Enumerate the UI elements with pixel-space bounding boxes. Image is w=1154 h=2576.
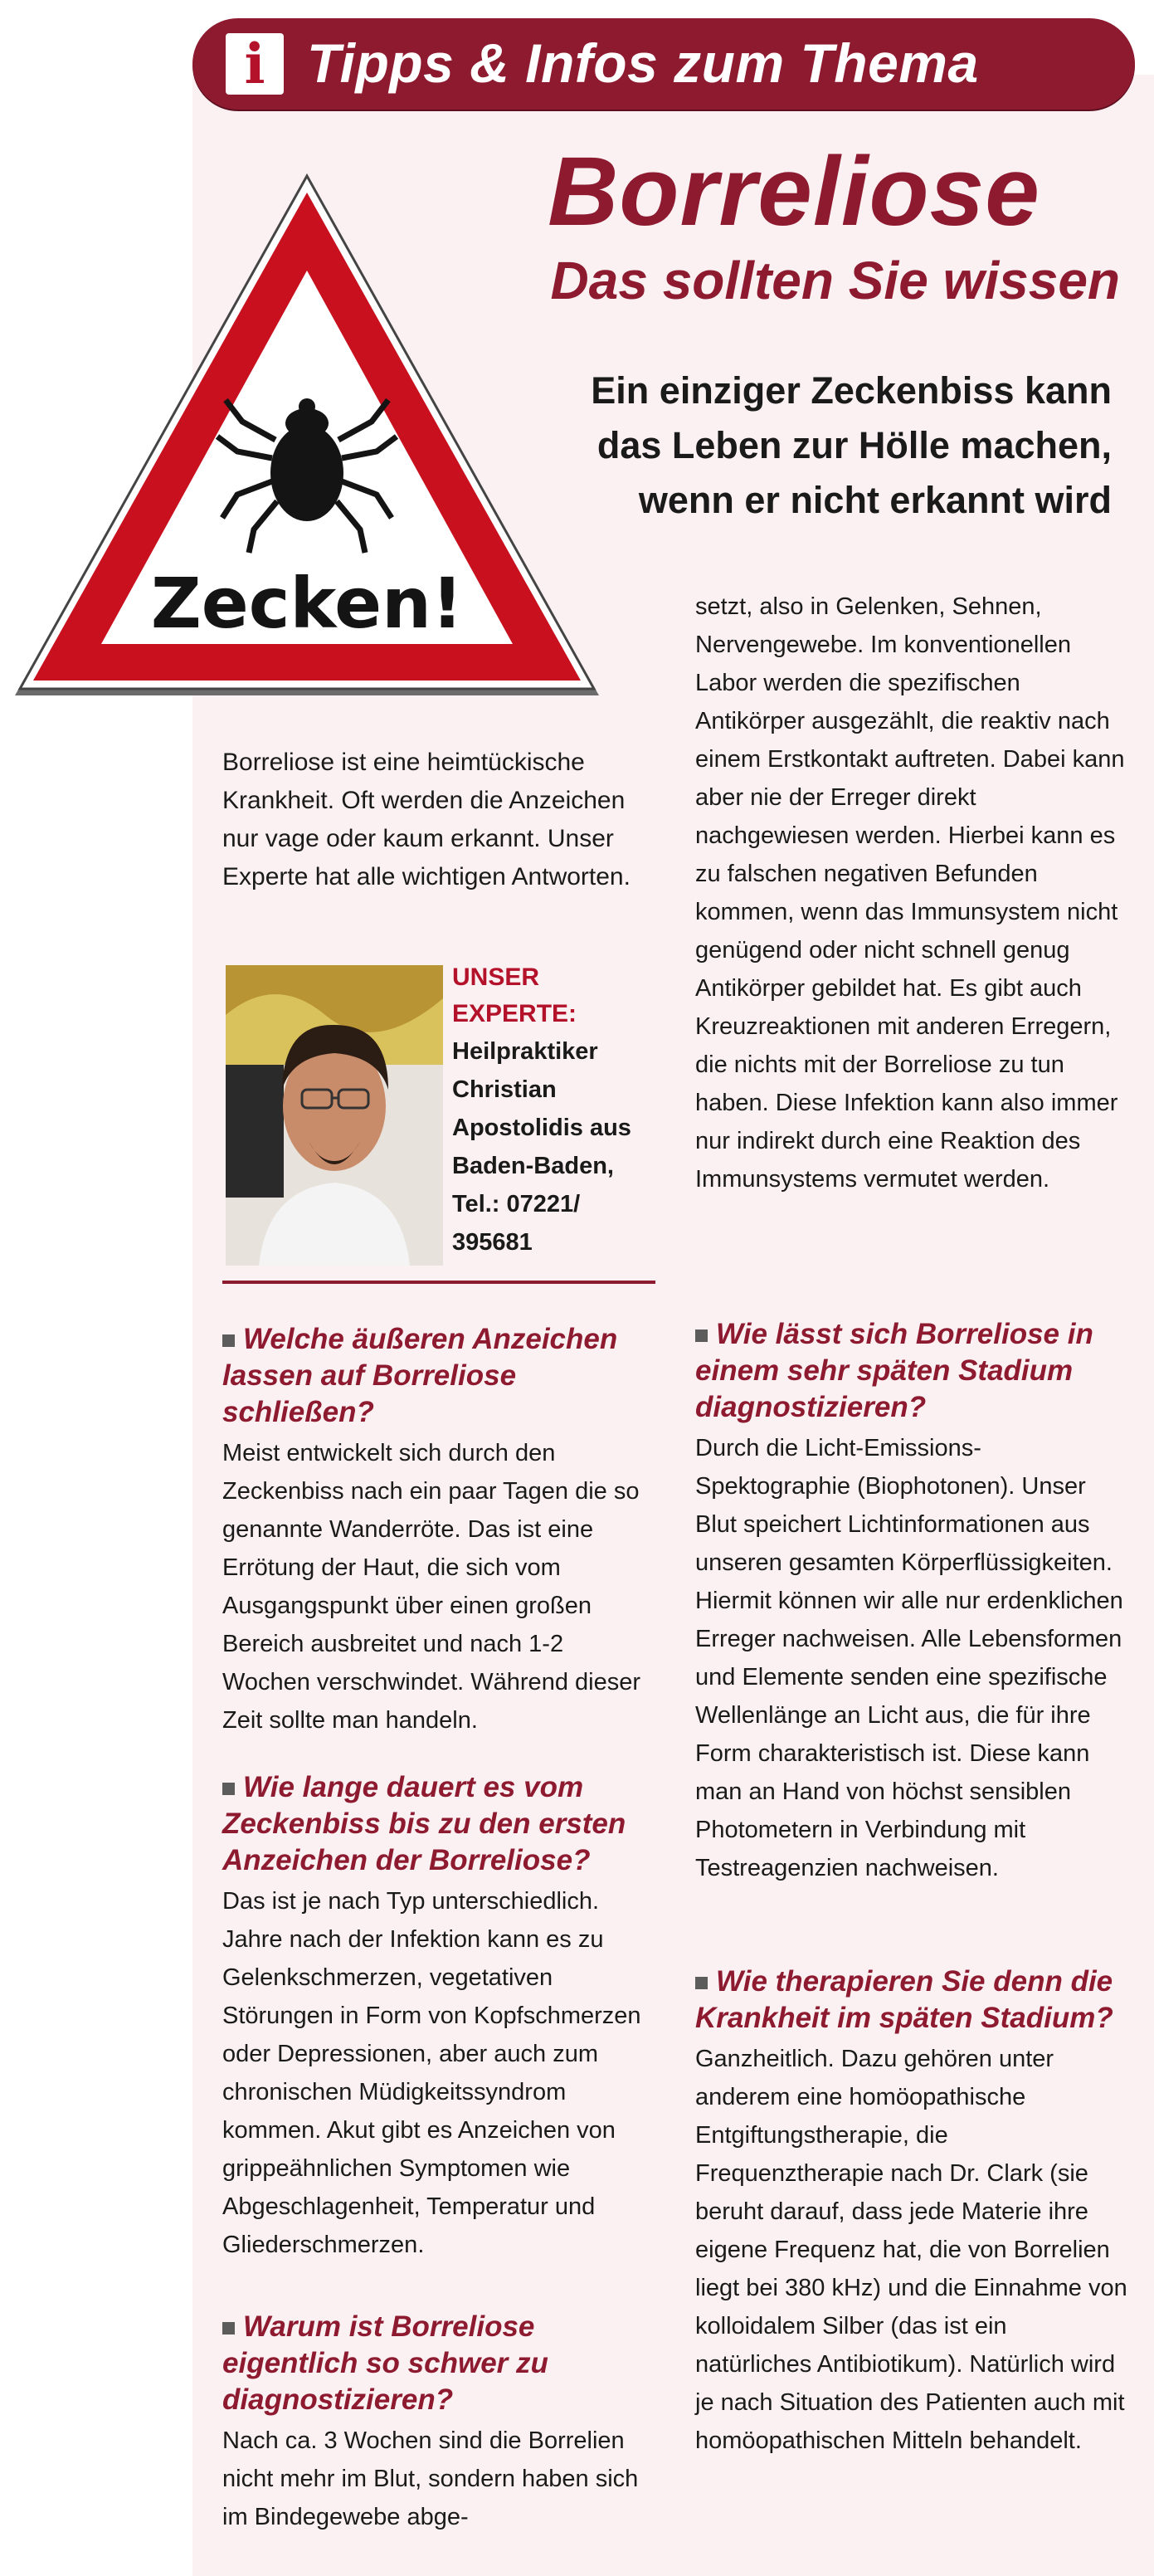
expert-photo: [226, 965, 443, 1266]
expert-label: UNSER EXPERTE:: [452, 964, 577, 1027]
question-heading: Wie lässt sich Borreliose in einem sehr späten Stadium diagnostizieren?: [695, 1318, 1093, 1423]
article-title: Borreliose: [548, 137, 1040, 246]
lead-line: das Leben zur Hölle machen,: [596, 424, 1112, 466]
qa-block: [695, 1964, 1128, 2460]
article-lead: [498, 363, 1112, 528]
expert-details: Heilpraktiker Christian Apostolidis aus Baden-Baden, Tel.: 07221/ 395681: [452, 1038, 631, 1256]
answer-text: Durch die Licht-Emissions-Spektographie (Biophotonen). Unser Blut speichert Lichtinformationen aus unseren gesamten Körperflüssigkeiten. Hiermit können wir alle nur erdenklichen Erreger nachweisen. Alle Lebensformen und Elemente senden eine spezifische Wellenlänge an Licht aus, die für ihre Form charakteristisch ist. Diese kann man an Hand von höchst sensiblen Photometern in Verbindung mit Testreagenzien nachweisen.: [695, 1435, 1123, 1881]
bullet-icon: [222, 1334, 235, 1347]
section-divider: [222, 1281, 655, 1284]
bullet-icon: [222, 1783, 235, 1795]
question-heading: Wie therapieren Sie denn die Krankheit im späten Stadium?: [695, 1965, 1113, 2034]
answer-text: Ganzheitlich. Dazu gehören unter anderem eine homöopathische Entgiftungstherapie, die Frequenztherapie nach Dr. Clark (sie beruht darauf, dass jede Materie ihre eigene Frequenz hat, die von Borrelien liegt bei 380 kHz) und die Einnahme von kolloidalem Silber (das ist ein natürliches Antibiotikum). Natürlich wird je nach Situation des Patienten auch mit homöopathischen Mitteln behandelt.: [695, 2046, 1127, 2454]
sign-label: Zecken!: [150, 563, 464, 644]
info-icon: i: [226, 33, 284, 95]
article-subtitle: Das sollten Sie wissen: [550, 251, 1120, 310]
qa-block: [222, 1769, 655, 2264]
lead-line: wenn er nicht erkannt wird: [638, 479, 1112, 521]
section-banner: [192, 18, 1135, 110]
bullet-icon: [222, 2322, 235, 2334]
bullet-icon: [695, 1977, 708, 1989]
bullet-icon: [695, 1329, 708, 1342]
answer-text: Nach ca. 3 Wochen sind die Borrelien nicht mehr im Blut, sondern haben sich im Bindegewebe abge-: [222, 2427, 639, 2530]
lead-line: Ein einziger Zeckenbiss kann: [591, 369, 1112, 412]
qa-block: [222, 2309, 655, 2536]
answer-text: Das ist je nach Typ unterschiedlich. Jahre nach der Infektion kann es zu Gelenkschmerzen, vegetativen Störungen in Form von Kopfschmerzen oder Depressionen, aber auch zum chronischen Müdigkeitssyndrom kommen. Akut gibt es Anzeichen von grippeähnlichen Symptomen wie Abgeschlagenheit, Temperatur und Gliederschmerzen.: [222, 1888, 641, 2258]
question-heading: Wie lange dauert es vom Zeckenbiss bis zu den ersten Anzeichen der Borreliose?: [222, 1771, 626, 1876]
banner-title: Tipps & Infos zum Thema: [307, 32, 979, 94]
qa-block: [222, 1321, 655, 1739]
question-heading: Warum ist Borreliose eigentlich so schwer zu diagnostizieren?: [222, 2310, 548, 2416]
continuation-paragraph: setzt, also in Gelenken, Sehnen, Nervengewebe. Im konventionellen Labor werden die spezifischen Antikörper ausgezählt, die reaktiv nach einem Erstkontakt auftreten. Dabei kann aber nie der Erreger direkt nachgewiesen werden. Hierbei kann es zu falschen negativen Befunden kommen, wenn das Immunsystem nicht genügend oder nicht schnell genug Antikörper gebildet hat. Es gibt auch Kreuzreaktionen mit anderen Erregern, die nichts mit der Borreliose zu tun haben. Diese Infektion kann also immer nur indirekt durch eine Reaktion des Immunsystems vermutet werden.: [695, 593, 1125, 1193]
answer-text: Meist entwickelt sich durch den Zeckenbiss nach ein paar Tagen die so genannte Wanderröte. Das ist eine Errötung der Haut, die sich vom Ausgangspunkt über einen großen Bereich ausbreitet und nach 1-2 Wochen verschwindet. Während dieser Zeit sollte man handeln.: [222, 1440, 640, 1734]
qa-block: [695, 1316, 1128, 1887]
intro-paragraph: Borreliose ist eine heimtückische Krankheit. Oft werden die Anzeichen nur vage oder kaum erkannt. Unser Experte hat alle wichtigen Antworten.: [222, 749, 631, 890]
question-heading: Welche äußeren Anzeichen lassen auf Borreliose schließen?: [222, 1323, 618, 1428]
